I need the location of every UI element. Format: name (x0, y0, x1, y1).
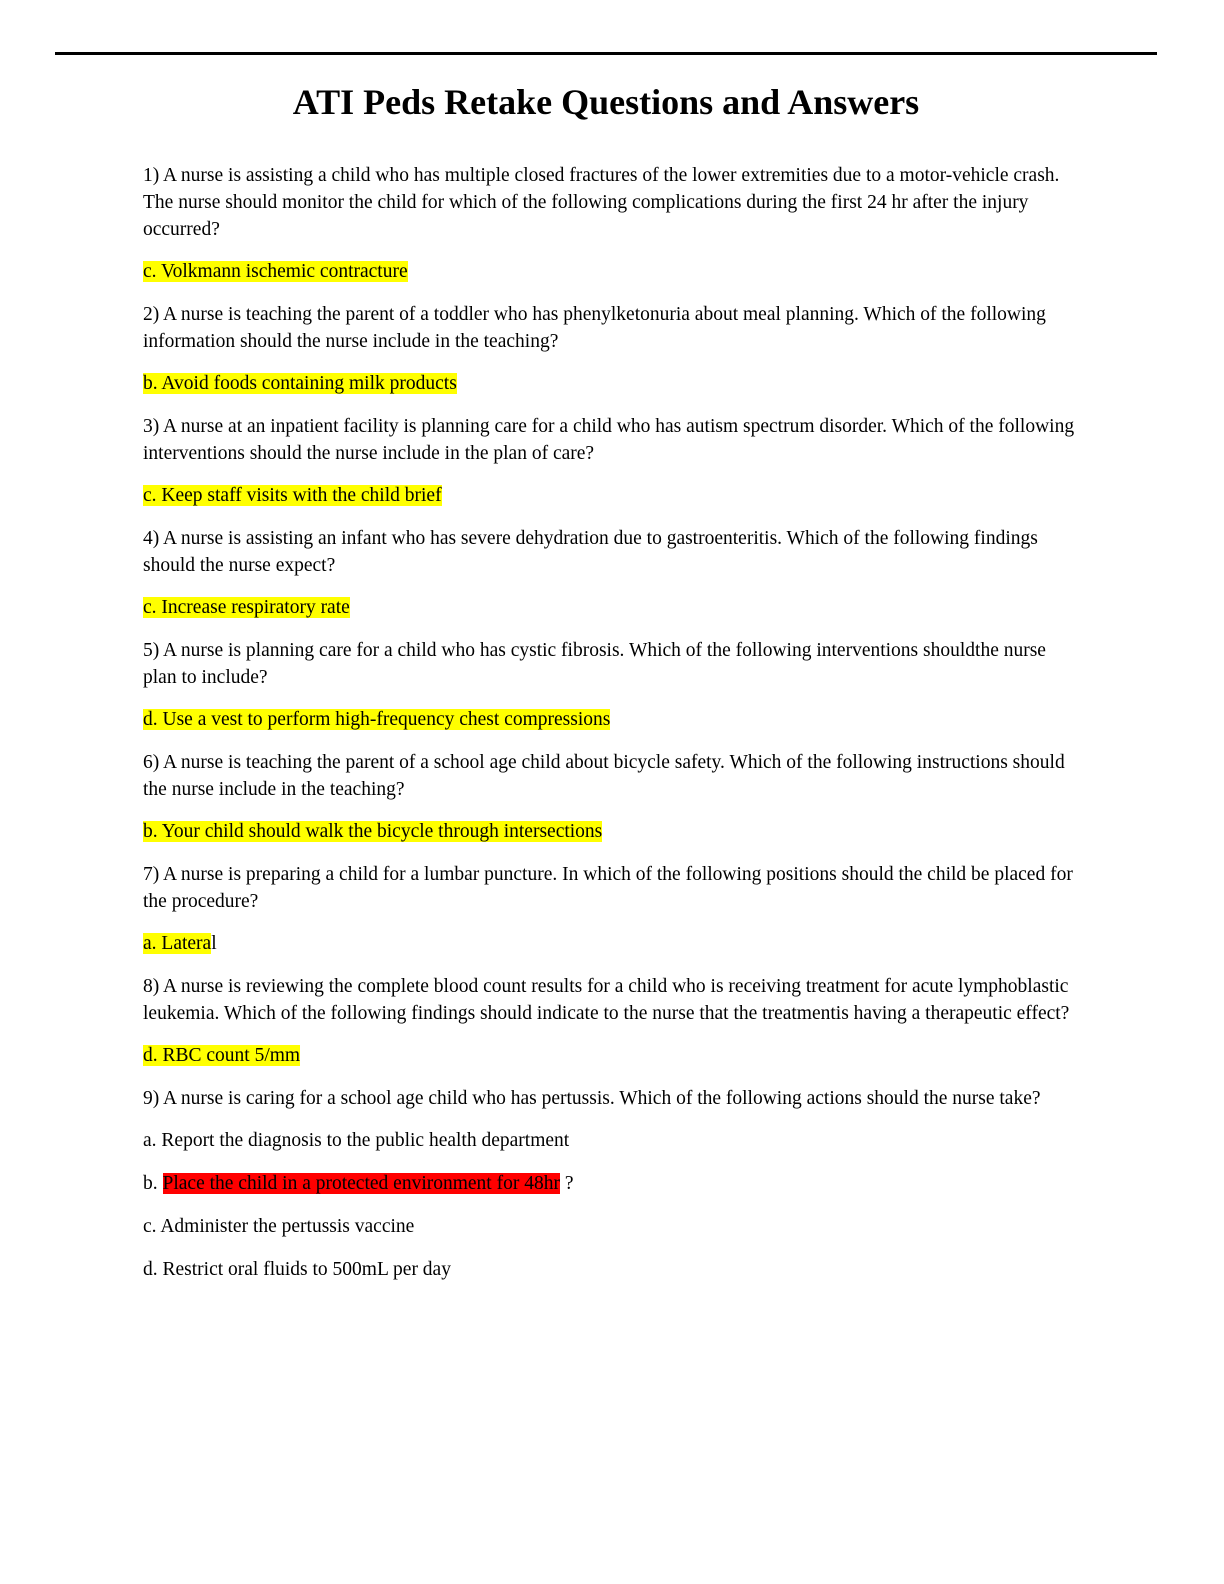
answer-7 (143, 930, 1078, 957)
question-5: 5) A nurse is planning care for a child who has cystic fibrosis. Which of the following interventions shouldthe nurse plan to include? (143, 640, 1046, 688)
answer-7-highlight: a. Latera (143, 933, 212, 954)
question-6: 6) A nurse is teaching the parent of a school age child about bicycle safety. Which of the following instructions should the nurse include in the teaching? (143, 752, 1065, 800)
answer-2-highlight: b. Avoid foods containing milk products (143, 373, 457, 394)
answer-6-highlight: b. Your child should walk the bicycle through intersections (143, 821, 603, 842)
answer-8-highlight: d. RBC count 5/mm (143, 1045, 301, 1066)
answer-4 (143, 594, 1078, 621)
question-8: 8) A nurse is reviewing the complete blood count results for a child who is receiving treatment for acute lymphoblastic leukemia. Which of the following findings should indicate to the nurse that the treatmentis having a therapeutic effect? (143, 976, 1070, 1024)
option-b-red-highlight: Place the child in a protected environment for 48hr (162, 1173, 560, 1194)
question-7: 7) A nurse is preparing a child for a lumbar puncture. In which of the following positions should the child be placed for the procedure? (143, 864, 1073, 912)
answer-3-highlight: c. Keep staff visits with the child brief (143, 485, 442, 506)
question-3: 3) A nurse at an inpatient facility is planning care for a child who has autism spectrum disorder. Which of the following interventions should the nurse include in the plan of care? (143, 416, 1075, 464)
answer-1-highlight: c. Volkmann ischemic contracture (143, 261, 408, 282)
question-9-option-a: a. Report the diagnosis to the public health department (143, 1130, 570, 1151)
question-4: 4) A nurse is assisting an infant who has severe dehydration due to gastroenteritis. Which of the following findings should the nurse expect? (143, 528, 1038, 576)
answer-5 (143, 706, 1078, 733)
question-9: 9) A nurse is caring for a school age child who has pertussis. Which of the following actions should the nurse take? (143, 1088, 1041, 1109)
answer-7-rest: l (211, 933, 217, 954)
answer-8 (143, 1042, 1078, 1069)
header-rule (55, 52, 1157, 55)
question-9-option-d: d. Restrict oral fluids to 500mL per day (143, 1259, 451, 1280)
answer-2 (143, 370, 1078, 397)
option-b-suffix: ? (564, 1173, 574, 1194)
qa-content (143, 162, 1078, 1299)
answer-4-highlight: c. Increase respiratory rate (143, 597, 350, 618)
question-9-option-b (143, 1170, 1078, 1197)
document-title: ATI Peds Retake Questions and Answers (292, 82, 920, 122)
answer-5-highlight: d. Use a vest to perform high-frequency chest compressions (143, 709, 611, 730)
question-2: 2) A nurse is teaching the parent of a toddler who has phenylketonuria about meal planning. Which of the following information should the nurse include in the teaching? (143, 304, 1046, 352)
question-1: 1) A nurse is assisting a child who has multiple closed fractures of the lower extremities due to a motor-vehicle crash. The nurse should monitor the child for which of the following complications during the first 24 hr after the injury occurred? (143, 165, 1060, 240)
question-9-option-c: c. Administer the pertussis vaccine (143, 1216, 415, 1237)
answer-1 (143, 258, 1078, 285)
answer-3 (143, 482, 1078, 509)
option-b-prefix: b. (143, 1173, 158, 1194)
answer-6 (143, 818, 1078, 845)
